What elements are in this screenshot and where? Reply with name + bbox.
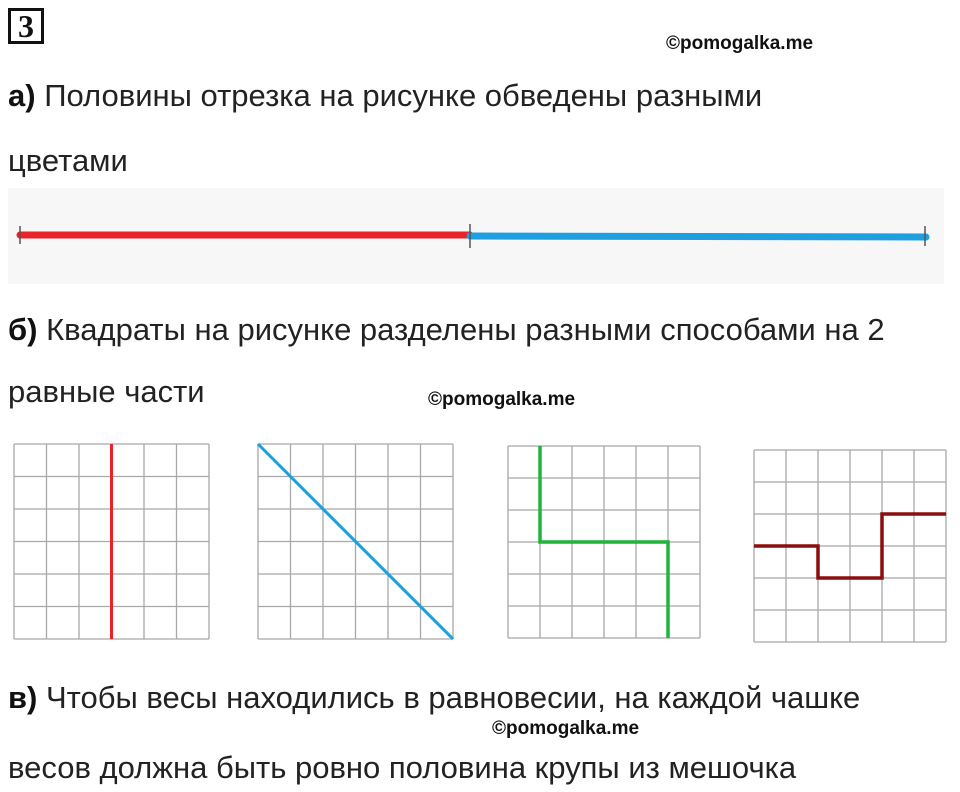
part-c-text1: Чтобы весы находились в равновесии, на каждой чашке <box>46 680 861 715</box>
watermark: ©pomogalka.me <box>492 718 640 739</box>
part-b-text1: Квадраты на рисунке разделены разными способами на 2 <box>46 312 885 347</box>
part-a-text1: Половины отрезка на рисунке обведены разными <box>44 78 763 113</box>
part-a-letter: а) <box>8 78 36 113</box>
part-a-line2: цветами <box>8 143 128 178</box>
part-b-line2: равные части <box>8 374 205 409</box>
watermark: ©pomogalka.me <box>428 389 576 410</box>
part-c-line1 <box>8 678 860 718</box>
part-c-letter: в) <box>8 680 38 715</box>
part-b-letter: б) <box>8 312 38 347</box>
task-number: 3 <box>8 8 44 44</box>
watermark: ©pomogalka.me <box>666 33 814 54</box>
part-c-line2: весов должна быть ровно половина крупы из мешочка <box>8 750 797 785</box>
